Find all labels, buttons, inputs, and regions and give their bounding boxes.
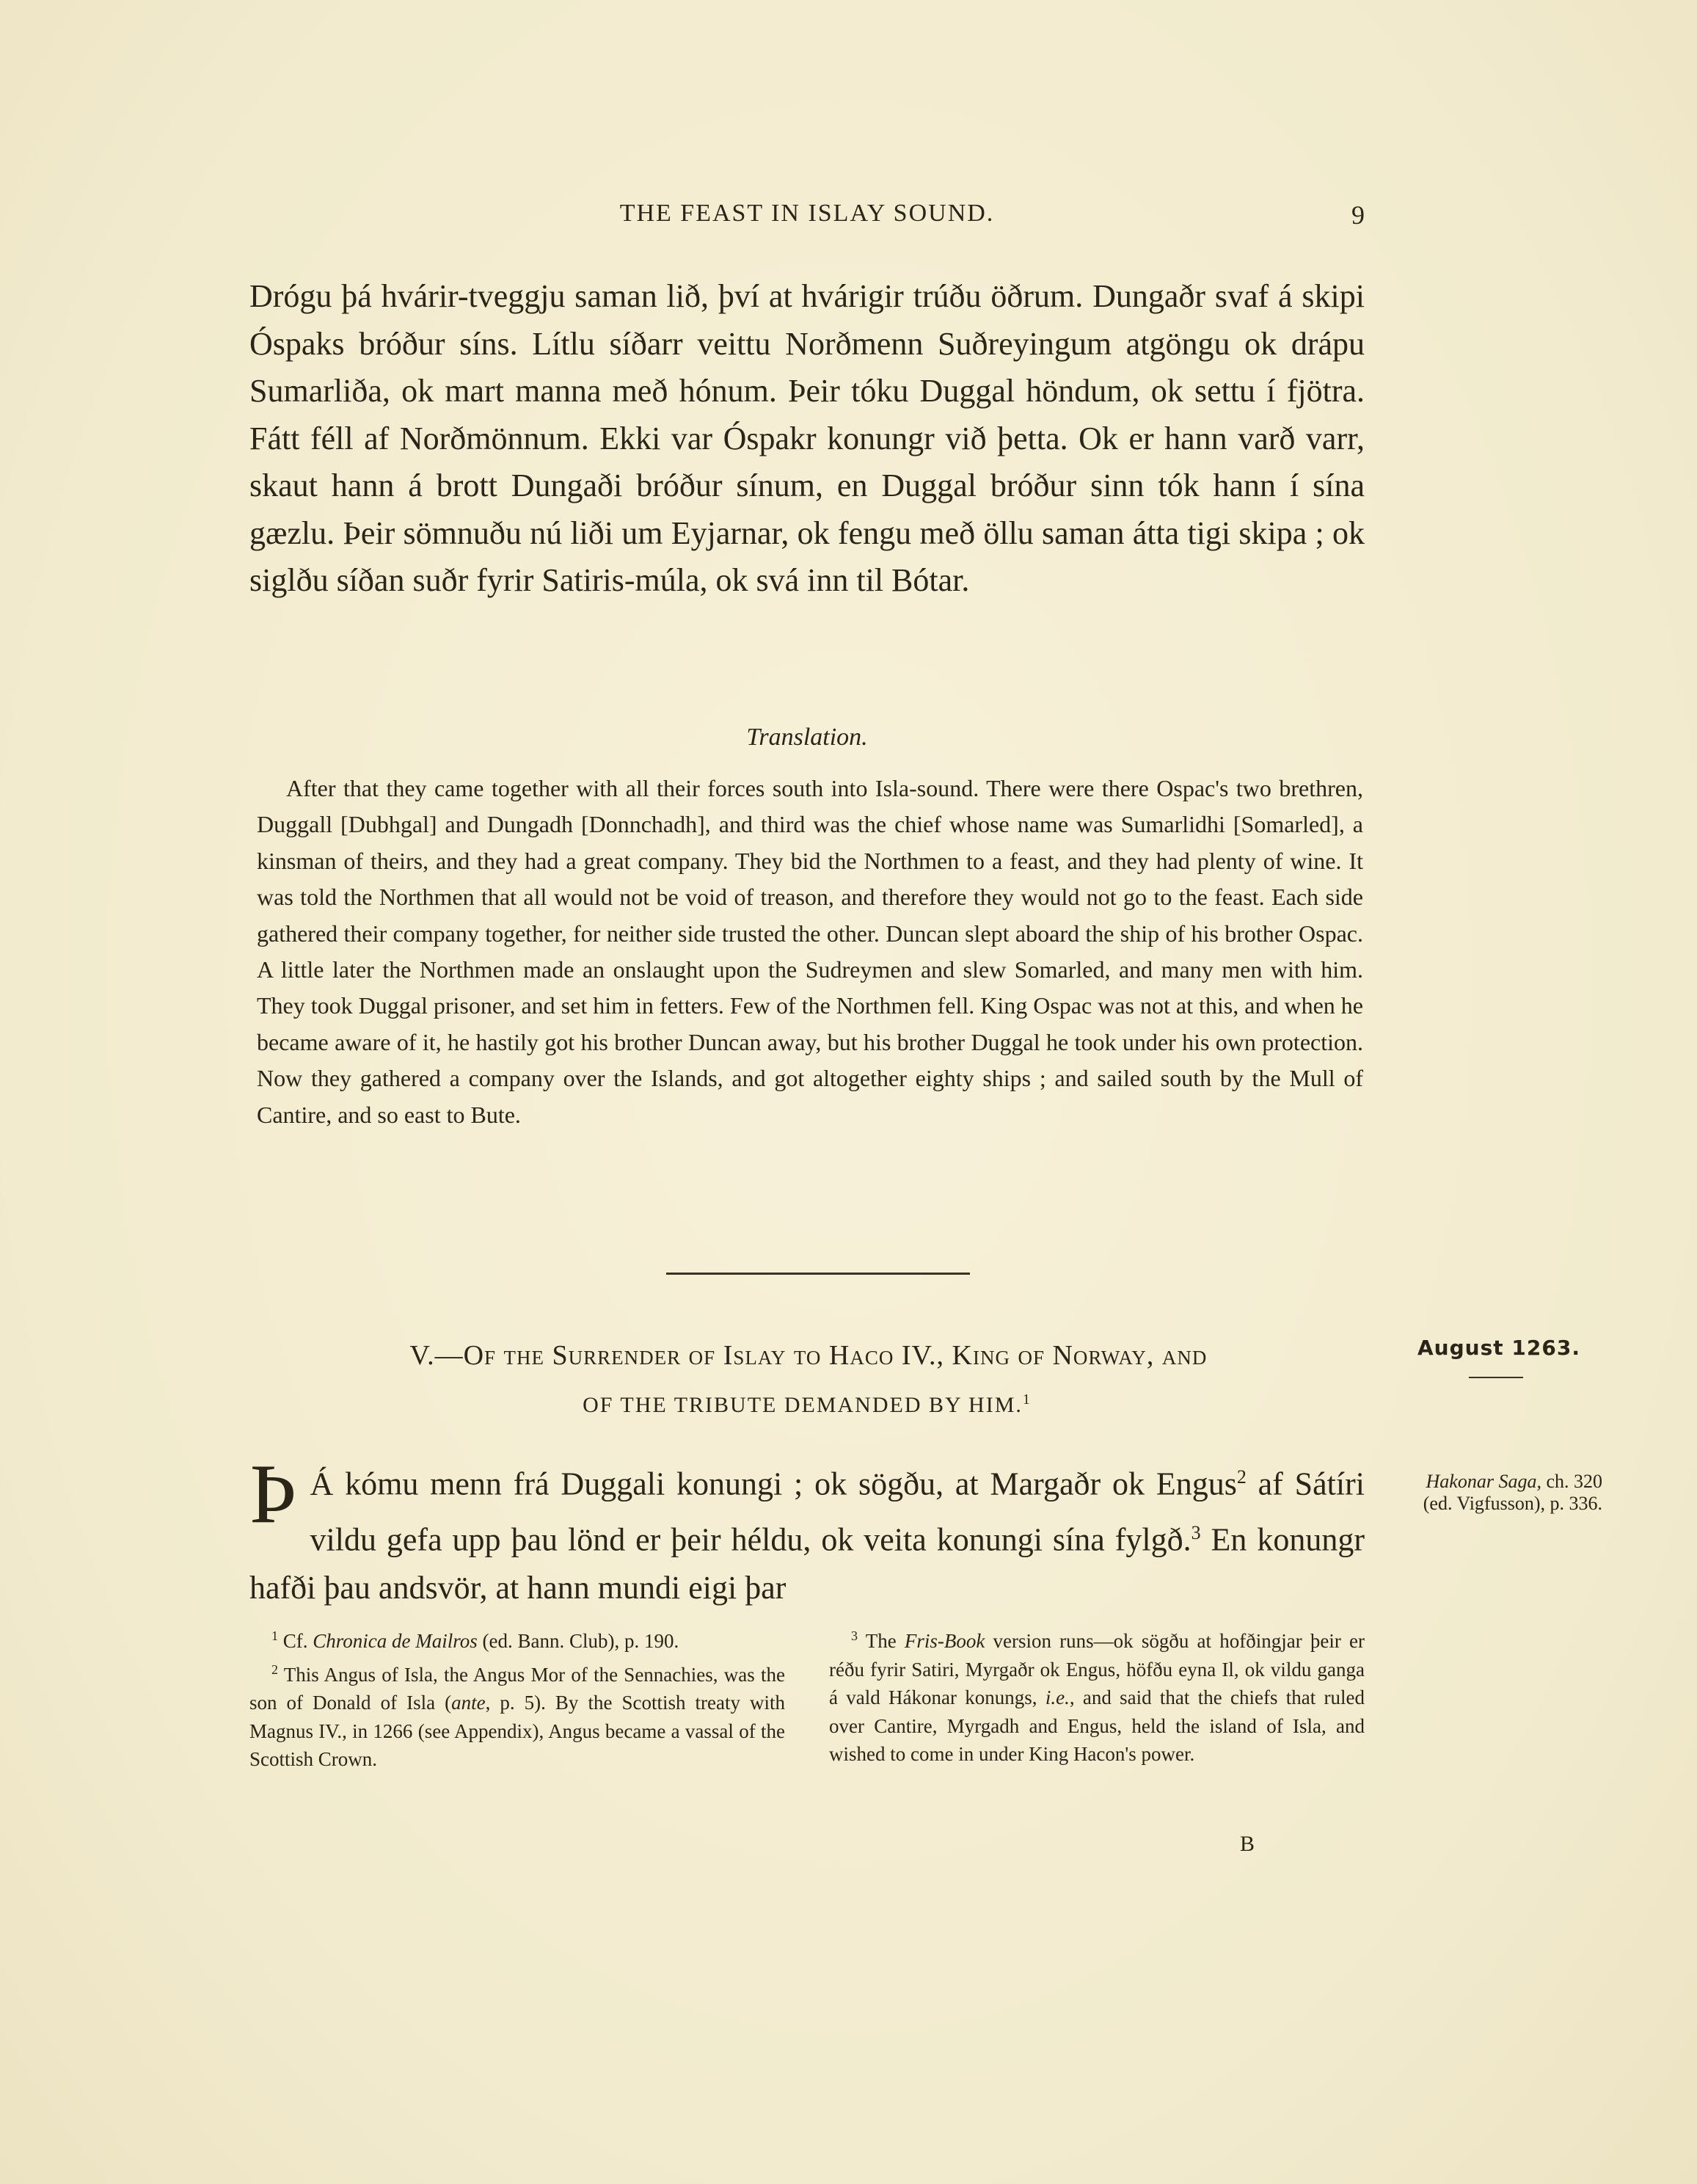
footnote-italic: Fris-Book	[904, 1630, 985, 1652]
footnote-column-left	[249, 1622, 785, 1774]
section-body	[249, 1447, 1365, 1612]
footnote-ref: 2	[1236, 1466, 1247, 1488]
body-text: En konungr hafði þau andsvör, at hann mundi eigi þar	[249, 1521, 1365, 1606]
footnote-ref: 3	[1191, 1521, 1201, 1543]
translation-paragraph	[257, 771, 1363, 1133]
footnote-text: version runs—ok sögðu at hofðingjar þeir er réðu fyrir Satiri, Myrgaðr ok Engus, höfðu eyna Il, ok vildu ganga á vald Hákonar konungs,	[829, 1630, 1365, 1708]
margin-note-title: Hakonar Saga,	[1426, 1471, 1541, 1492]
norse-paragraph	[249, 273, 1365, 605]
footnote-1	[249, 1622, 785, 1656]
running-head	[249, 200, 1365, 236]
margin-note-line: (ed. Vigfusson), p. 336.	[1423, 1493, 1602, 1514]
page-number: 9	[1351, 200, 1365, 230]
translation-text: After that they came together with all their forces south into Isla-sound. There were there Ospac's two brethren, Duggall [Dubhgal] and Dungadh [Donnchadh], and third was the chief whose name was Sumarlidhi [Somarled], a kinsman of theirs, and they had a great company. They bid the Northmen to a feast, and they had plenty of wine. It was told the Northmen that all would not be void of treason, and therefore they would not go to the feast. Each side gathered their company together, for neither side trusted the other. Duncan slept aboard the ship of his brother Ospac. A little later the Northmen made an onslaught upon the Sudreymen and slew Somarled, and many men with him. They took Duggal prisoner, and set him in fetters. Few of the Northmen fell. King Ospac was not at this, and when he became aware of it, he hastily got his brother Duncan away, but his brother Duggal he took under his own protection. Now they gathered a company over the Islands, and got altogether eighty ships ; and sailed south by the Mull of Cantire, and so east to Bute.	[257, 775, 1363, 1128]
margin-note	[1375, 1471, 1602, 1515]
drop-cap: Þ	[249, 1447, 294, 1541]
margin-date: August 1263.	[1417, 1336, 1580, 1360]
footnote-number: 3	[851, 1628, 858, 1643]
body-text: af Sátíri vildu gefa upp þau lönd er þeir héldu, ok veita konungi sína fylgð.	[310, 1466, 1365, 1558]
running-head-title: THE FEAST IN ISLAY SOUND.	[619, 200, 995, 227]
norse-text: Drógu þá hvárir-tveggju saman lið, því at hvárigir trúðu öðrum. Dungaðr svaf á skipi Óspaks bróður síns. Lítlu síðarr veittu Norðmenn Suðreyingum atgöngu ok drápu Sumarliða, ok mart manna með hónum. Þeir tóku Duggal höndum, ok settu í fjötra. Fátt féll af Norðmönnum. Ekki var Óspakr konungr við þetta. Ok er hann varð varr, skaut hann á brott Dungaði bróður sínum, en Duggal bróður sinn tók hann í sína gæzlu. Þeir sömnuðu nú liði um Eyjarnar, ok fengu með öllu saman átta tigi skipa ; ok siglðu síðan suðr fyrir Satiris-múla, ok svá inn til Bótar.	[249, 278, 1365, 598]
footnote-italic: ante	[451, 1692, 486, 1714]
margin-note-text: ch. 320	[1541, 1471, 1602, 1492]
footnote-text: This Angus of Isla, the Angus Mor of the Sennachies, was the son of Donald of Isla (	[249, 1663, 786, 1714]
footnote-text: , p. 5). By the Scottish treaty with Magnus IV., in 1266 (see Appendix), Angus became a vassal of the Scottish Crown.	[249, 1692, 785, 1770]
footnote-column-right	[829, 1622, 1365, 1769]
translation-heading: Translation.	[746, 724, 868, 751]
footnote-text: The	[865, 1630, 905, 1652]
section-divider	[666, 1273, 970, 1275]
footnote-2	[249, 1656, 785, 1774]
footnote-text: (ed. Bann. Club), p. 190.	[477, 1630, 679, 1652]
margin-date-rule	[1469, 1377, 1523, 1378]
footnote-number: 2	[271, 1661, 278, 1677]
footnote-ref: 1	[1022, 1391, 1032, 1408]
section-title: V.—Of the Surrender of Islay to Haco IV., King of Norway, and	[409, 1340, 1208, 1371]
footnote-text: , and said that the chiefs that ruled over Cantire, Myrgadh and Engus, held the island of Isla, and wished to come in under King Hacon's power.	[829, 1686, 1365, 1765]
section-subtitle	[249, 1391, 1365, 1418]
section-paragraph	[249, 1447, 1365, 1612]
signature-mark: B	[1240, 1832, 1255, 1856]
footnote-text: Cf.	[282, 1630, 313, 1652]
section-subtitle-text: OF THE TRIBUTE DEMANDED BY HIM.	[583, 1393, 1023, 1417]
body-text: Á kómu menn frá Duggali konungi ; ok sögðu, at Margaðr ok Engus	[310, 1466, 1237, 1502]
margin-note-line	[1375, 1471, 1602, 1493]
footnote-3	[829, 1622, 1365, 1769]
footnote-italic: i.e.	[1045, 1686, 1070, 1708]
footnote-italic: Chronica de Mailros	[313, 1630, 478, 1652]
footnote-number: 1	[271, 1628, 278, 1643]
